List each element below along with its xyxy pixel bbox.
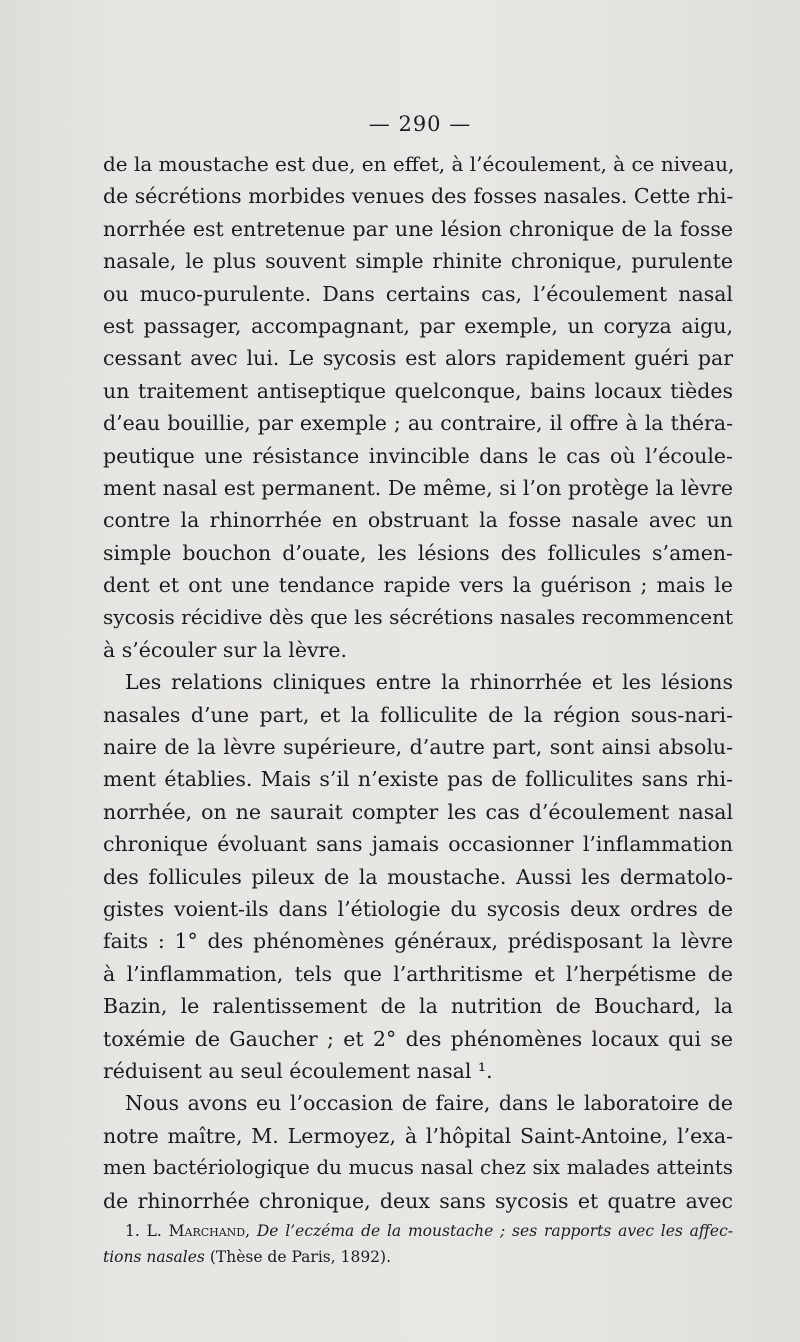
text-line: simple bouchon d’ouate, les lésions des follicules s’amen- — [103, 540, 733, 565]
text-line: à s’écouler sur la lèvre. — [103, 637, 347, 662]
footnote — [103, 1218, 733, 1270]
text-line: à l’inflammation, tels que l’arthritisme et l’herpétisme de — [103, 961, 733, 986]
text-line: ou muco-purulente. Dans certains cas, l’écoulement nasal — [103, 281, 733, 306]
footnote-marker: 1. — [125, 1222, 140, 1240]
text-line: Les relations cliniques entre la rhinorrhée et les lésions — [125, 670, 733, 695]
text-line: ment établies. Mais s’il n’existe pas de folliculites sans rhi- — [103, 767, 733, 792]
text-line: Bazin, le ralentissement de la nutrition de Bouchard, la — [103, 994, 733, 1019]
text-line: sycosis récidive dès que les sécrétions nasales recommencent — [103, 605, 733, 630]
text-line: norrhée est entretenue par une lésion chronique de la fosse — [103, 216, 733, 241]
text-line: de la moustache est due, en effet, à l’écoulement, à ce niveau, — [103, 152, 735, 176]
text-line: dent et ont une tendance rapide vers la guérison ; mais le — [103, 573, 733, 598]
text-line: men bactériologique du mucus nasal chez six malades atteints — [103, 1156, 733, 1180]
text-line: nasales d’une part, et la folliculite de la région sous-nari- — [103, 702, 733, 727]
paragraph — [103, 148, 733, 666]
text-line: contre la rhinorrhée en obstruant la fosse nasale avec un — [103, 508, 733, 533]
text-line: gistes voient-ils dans l’étiologie du sycosis deux ordres de — [103, 896, 733, 921]
text-line: chronique évoluant sans jamais occasionner l’inflammation — [103, 832, 733, 857]
text-line: réduisent au seul écoulement nasal ¹. — [103, 1058, 493, 1083]
footnote-title: De l’eczéma de la moustache ; ses rapports avec les affec- — [256, 1222, 734, 1240]
text-line: notre maître, M. Lermoyez, à l’hôpital Saint-Antoine, l’exa- — [103, 1123, 733, 1148]
text-line: un traitement antiseptique quelconque, bains locaux tièdes — [103, 378, 733, 403]
text-line: de sécrétions morbides venues des fosses nasales. Cette rhi- — [103, 184, 734, 209]
text-line: naire de la lèvre supérieure, d’autre part, sont ainsi absolu- — [103, 735, 733, 760]
footnote-source: (Thèse de Paris, 1892). — [209, 1248, 392, 1266]
text-line: est passager, accompagnant, par exemple, un coryza aigu, — [103, 313, 733, 338]
text-line: d’eau bouillie, par exemple ; au contraire, il offre à la théra- — [103, 411, 733, 436]
page-number: — 290 — — [368, 112, 472, 136]
text-line: toxémie de Gaucher ; et 2° des phénomènes locaux qui se — [103, 1026, 733, 1051]
footnote-line — [103, 1244, 733, 1270]
paragraph — [103, 1087, 733, 1217]
paragraph — [103, 666, 733, 1087]
text-line: faits : 1° des phénomènes généraux, prédisposant la lèvre — [103, 929, 733, 954]
footnote-author: L. Marchand, — [146, 1222, 251, 1240]
body-text — [103, 148, 733, 1217]
text-line: ment nasal est permanent. De même, si l’on protège la lèvre — [103, 475, 733, 500]
text-line: Nous avons eu l’occasion de faire, dans le laboratoire de — [125, 1091, 733, 1116]
text-line: norrhée, on ne saurait compter les cas d’écoulement nasal — [103, 799, 733, 824]
text-line: de rhinorrhée chronique, deux sans sycosis et quatre avec — [103, 1188, 733, 1213]
footnote-line — [103, 1218, 733, 1244]
text-line: nasale, le plus souvent simple rhinite chronique, purulente — [103, 249, 733, 274]
text-line: des follicules pileux de la moustache. Aussi les dermatolo- — [103, 864, 733, 889]
text-line: cessant avec lui. Le sycosis est alors rapidement guéri par — [103, 346, 733, 371]
footnote-title-cont: tions nasales — [103, 1248, 205, 1266]
text-line: peutique une résistance invincible dans le cas où l’écoule- — [103, 443, 733, 468]
